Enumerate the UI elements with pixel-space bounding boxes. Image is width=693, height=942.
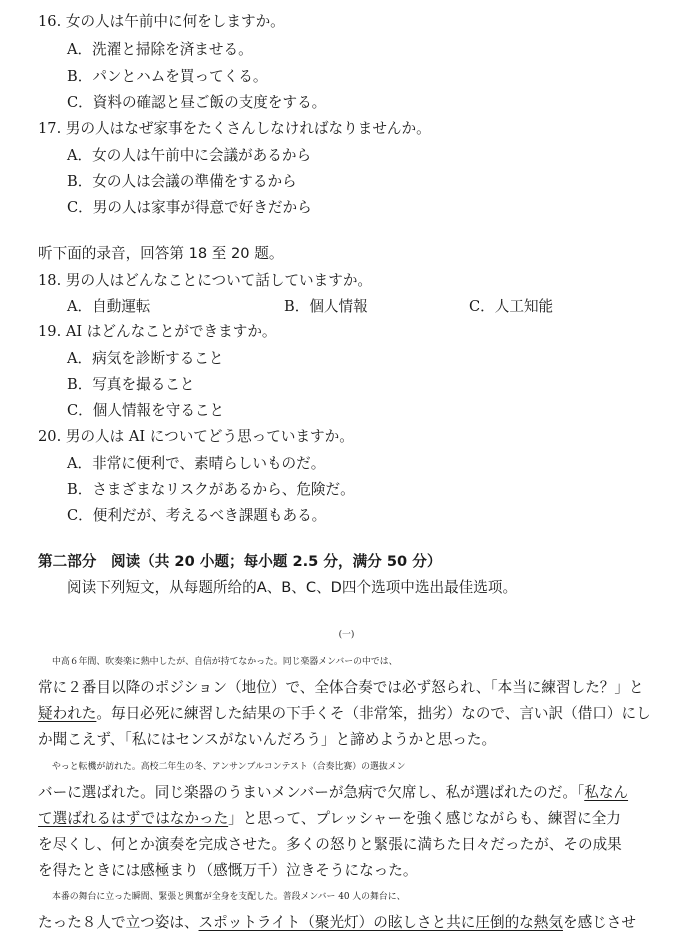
underlined-phrase-2a: 私なん [584,784,629,801]
q20-option-a: A．非常に便利で、素晴らしいものだ。 [67,455,326,472]
question-18: 18. 男の人はどんなことについて話していますか。 [38,272,373,289]
q18-option-b: B．個人情報 [284,298,368,315]
passage-line-2: 常に２番目以降のポジション（地位）で、全体合奏では必ず怒られ、「本当に練習した？」と [38,679,644,696]
q20-option-b: B．さまざまなリスクがあるから、危険だ。 [67,481,355,498]
q16-option-c: C．資料の確認と昼ご飯の支度をする。 [67,94,327,111]
q19-option-a: A．病気を診断すること [67,350,224,367]
passage-line-4: か聞こえず、「私にはセンスがないんだろう」と諦めようかと思った。 [38,731,497,748]
passage-line-8: を尽くし、何とか演奏を完成させた。多くの怒りと緊張に満ちた日々だったが、その成果 [38,836,622,853]
reading-instruction: 阅读下列短文，从每题所给的A、B、C、D四个选项中选出最佳选项。 [67,579,518,596]
passage-line-7-rest: 」と思って、プレッシャーを強く感じながらも、練習に全力 [228,810,621,827]
question-16: 16. 女の人は午前中に何をしますか。 [38,13,285,30]
underlined-phrase-1: 疑われた [38,705,97,722]
passage-line-1: 中高６年間、吹奏楽に熱中したが、自信が持てなかった。同じ楽器メンバーの中では、 [52,657,398,667]
passage-number: (一) [338,630,355,640]
q18-option-a: A．自動運転 [67,298,151,315]
q19-option-b: B．写真を撮ること [67,376,195,393]
question-20: 20. 男の人は AI についてどう思っていますか。 [38,428,354,445]
underlined-phrase-3: スポットライト（聚光灯）の眩しさと共に圧倒的な熱気 [198,914,563,931]
passage-line-7 [38,809,678,829]
q17-option-b: B．女の人は会議の準備をするから [67,173,297,190]
passage-line-11-rest: を感じさせ [562,914,636,931]
passage-line-3 [38,704,678,724]
underlined-phrase-2b: て選ばれるはずではなかった [38,810,229,827]
passage-line-6-pre: バーに選ばれた。同じ楽器のうまいメンバーが急病で欠席し、私が選ばれたのだ。「 [38,784,585,801]
passage-line-5: やっと転機が訪れた。高校二年生の冬、アンサンブルコンテスト（合奏比赛）の選抜メン [52,762,406,772]
reading-section-title: 第二部分 阅读（共 20 小题；每小题 2.5 分，满分 50 分） [38,553,442,570]
q18-options-row [67,297,667,317]
passage-line-11-pre: たった８人で立つ姿は、 [38,914,199,931]
q16-option-b: B．パンとハムを買ってくる。 [67,68,268,85]
passage-line-3-rest: 。毎日必死に練習した結果の下手くそ（非常笨，拙劣）なので、言い訳（借口）にし [96,705,651,722]
passage-line-11 [38,913,678,933]
q17-option-a: A．女の人は午前中に会議があるから [67,147,312,164]
question-17: 17. 男の人はなぜ家事をたくさんしなければなりませんか。 [38,120,431,137]
q17-option-c: C．男の人は家事が得意で好きだから [67,199,312,216]
passage-line-10: 本番の舞台に立った瞬間、緊張と興奮が全身を支配した。普段メンバー 40 人の舞台に、 [52,892,406,902]
q19-option-c: C．個人情報を守ること [67,402,225,419]
listening-instruction: 听下面的录音，回答第 18 至 20 题。 [38,245,284,262]
question-19: 19. AI はどんなことができますか。 [38,323,277,340]
q16-option-a: A．洗濯と掃除を済ませる。 [67,41,253,58]
q20-option-c: C．便利だが、考えるべき課題もある。 [67,507,327,524]
q18-option-c: C．人工知能 [469,298,554,315]
passage-line-6 [38,783,678,803]
passage-line-9: を得たときには感極まり（感慨万千）泣きそうになった。 [38,862,418,879]
